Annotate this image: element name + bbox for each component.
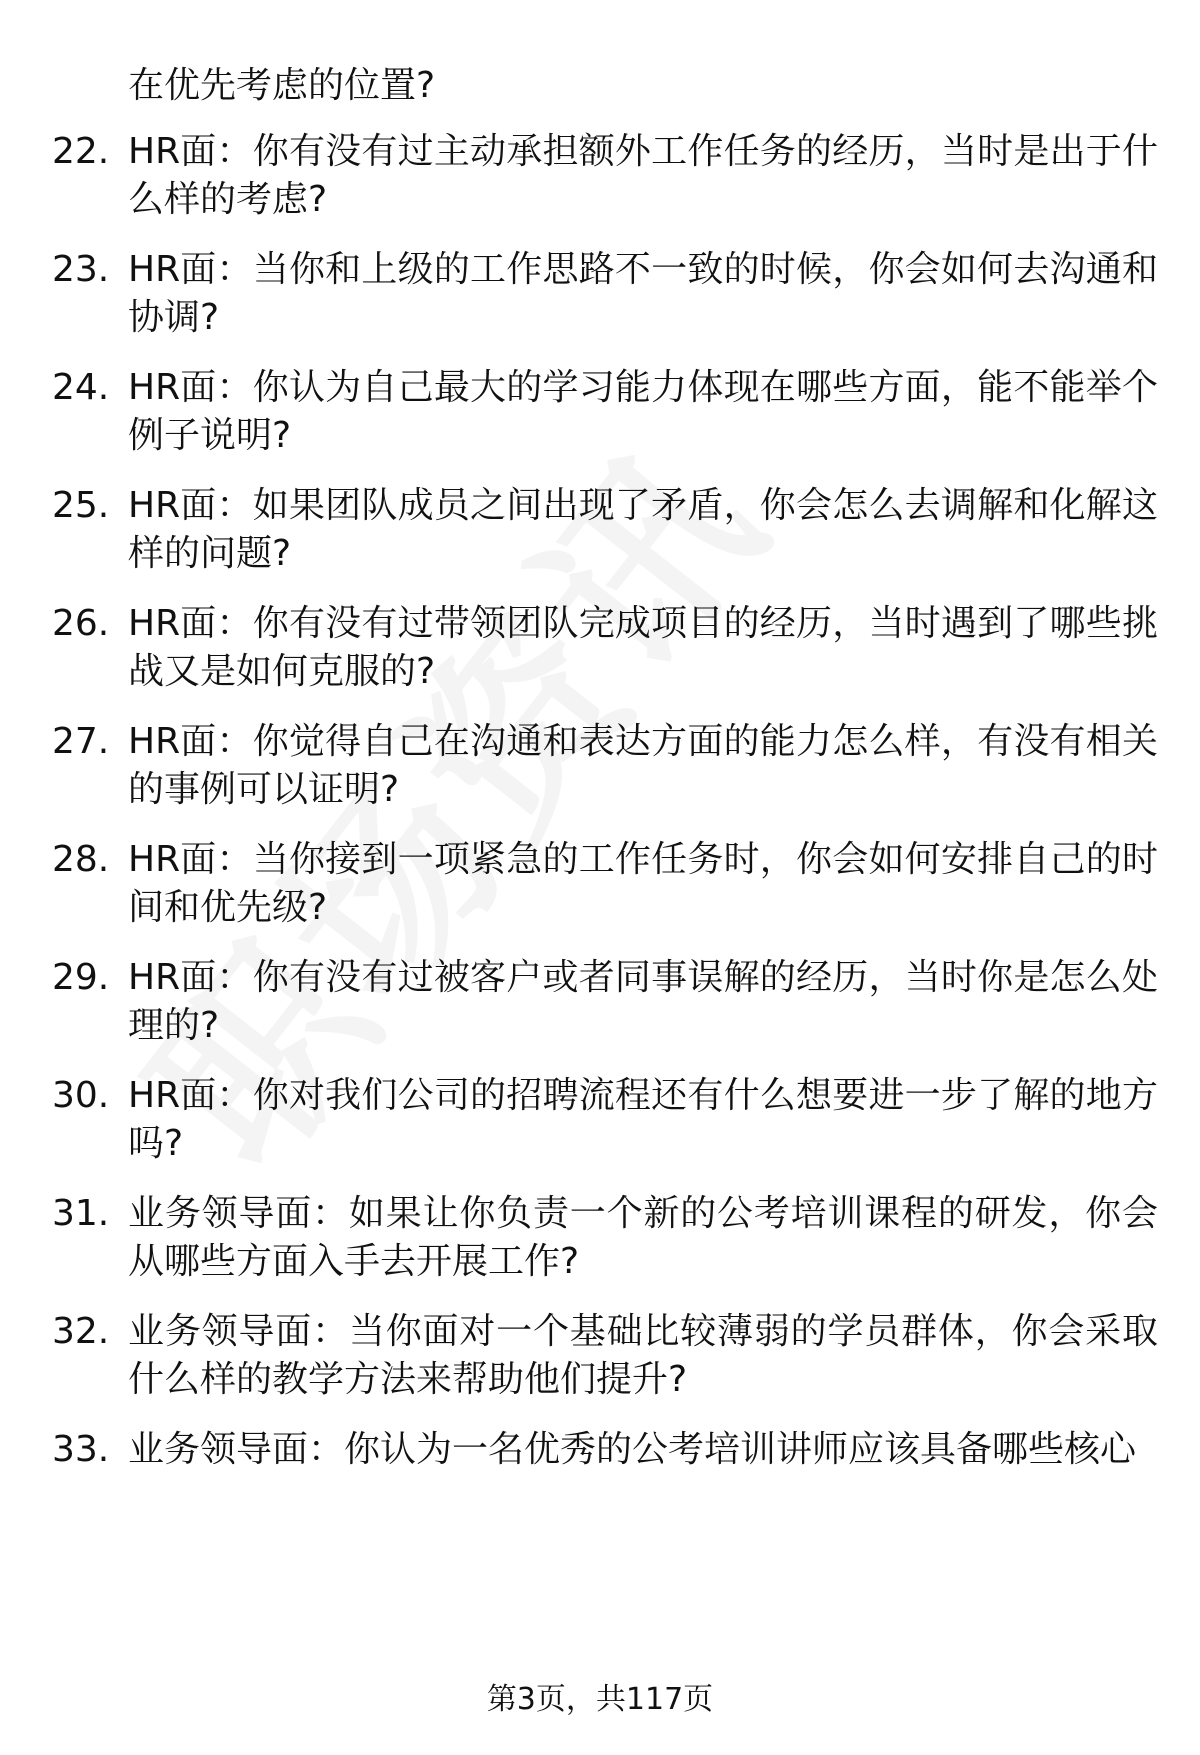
question-text: 业务领导面：当你面对一个基础比较薄弱的学员群体，你会采取什么样的教学方法来帮助他们提升? — [128, 1311, 1158, 1400]
question-number: 29. — [52, 957, 110, 998]
question-number: 24. — [52, 367, 110, 408]
question-number: 23. — [52, 249, 110, 290]
question-text: HR面：你觉得自己在沟通和表达方面的能力怎么样，有没有相关的事例可以证明? — [128, 721, 1158, 810]
question-text: HR面：你认为自己最大的学习能力体现在哪些方面，能不能举个例子说明? — [128, 367, 1158, 456]
page-footer: 第3页，共117页 — [486, 1682, 714, 1717]
question-text: HR面：当你和上级的工作思路不一致的时候，你会如何去沟通和协调? — [128, 249, 1158, 338]
question-text: 业务领导面：如果让你负责一个新的公考培训课程的研发，你会从哪些方面入手去开展工作? — [128, 1193, 1158, 1282]
question-number: 33. — [52, 1429, 110, 1470]
question-number: 27. — [52, 721, 110, 762]
question-number: 28. — [52, 839, 110, 880]
question-text: HR面：你对我们公司的招聘流程还有什么想要进一步了解的地方吗? — [128, 1075, 1158, 1164]
continuation-text: 在优先考虑的位置? — [128, 65, 436, 106]
question-number: 26. — [52, 603, 110, 644]
question-text: HR面：你有没有过带领团队完成项目的经历，当时遇到了哪些挑战又是如何克服的? — [128, 603, 1158, 692]
question-number: 30. — [52, 1075, 110, 1116]
question-text: HR面：你有没有过主动承担额外工作任务的经历，当时是出于什么样的考虑? — [128, 131, 1158, 220]
question-number: 22. — [52, 131, 110, 172]
question-text: 业务领导面：你认为一名优秀的公考培训讲师应该具备哪些核心 — [128, 1429, 1137, 1470]
question-number: 32. — [52, 1311, 110, 1352]
question-text: HR面：当你接到一项紧急的工作任务时，你会如何安排自己的时间和优先级? — [128, 839, 1158, 928]
question-number: 31. — [52, 1193, 110, 1234]
question-text: HR面：如果团队成员之间出现了矛盾，你会怎么去调解和化解这样的问题? — [128, 485, 1158, 574]
question-text: HR面：你有没有过被客户或者同事误解的经历，当时你是怎么处理的? — [128, 957, 1158, 1046]
question-number: 25. — [52, 485, 110, 526]
